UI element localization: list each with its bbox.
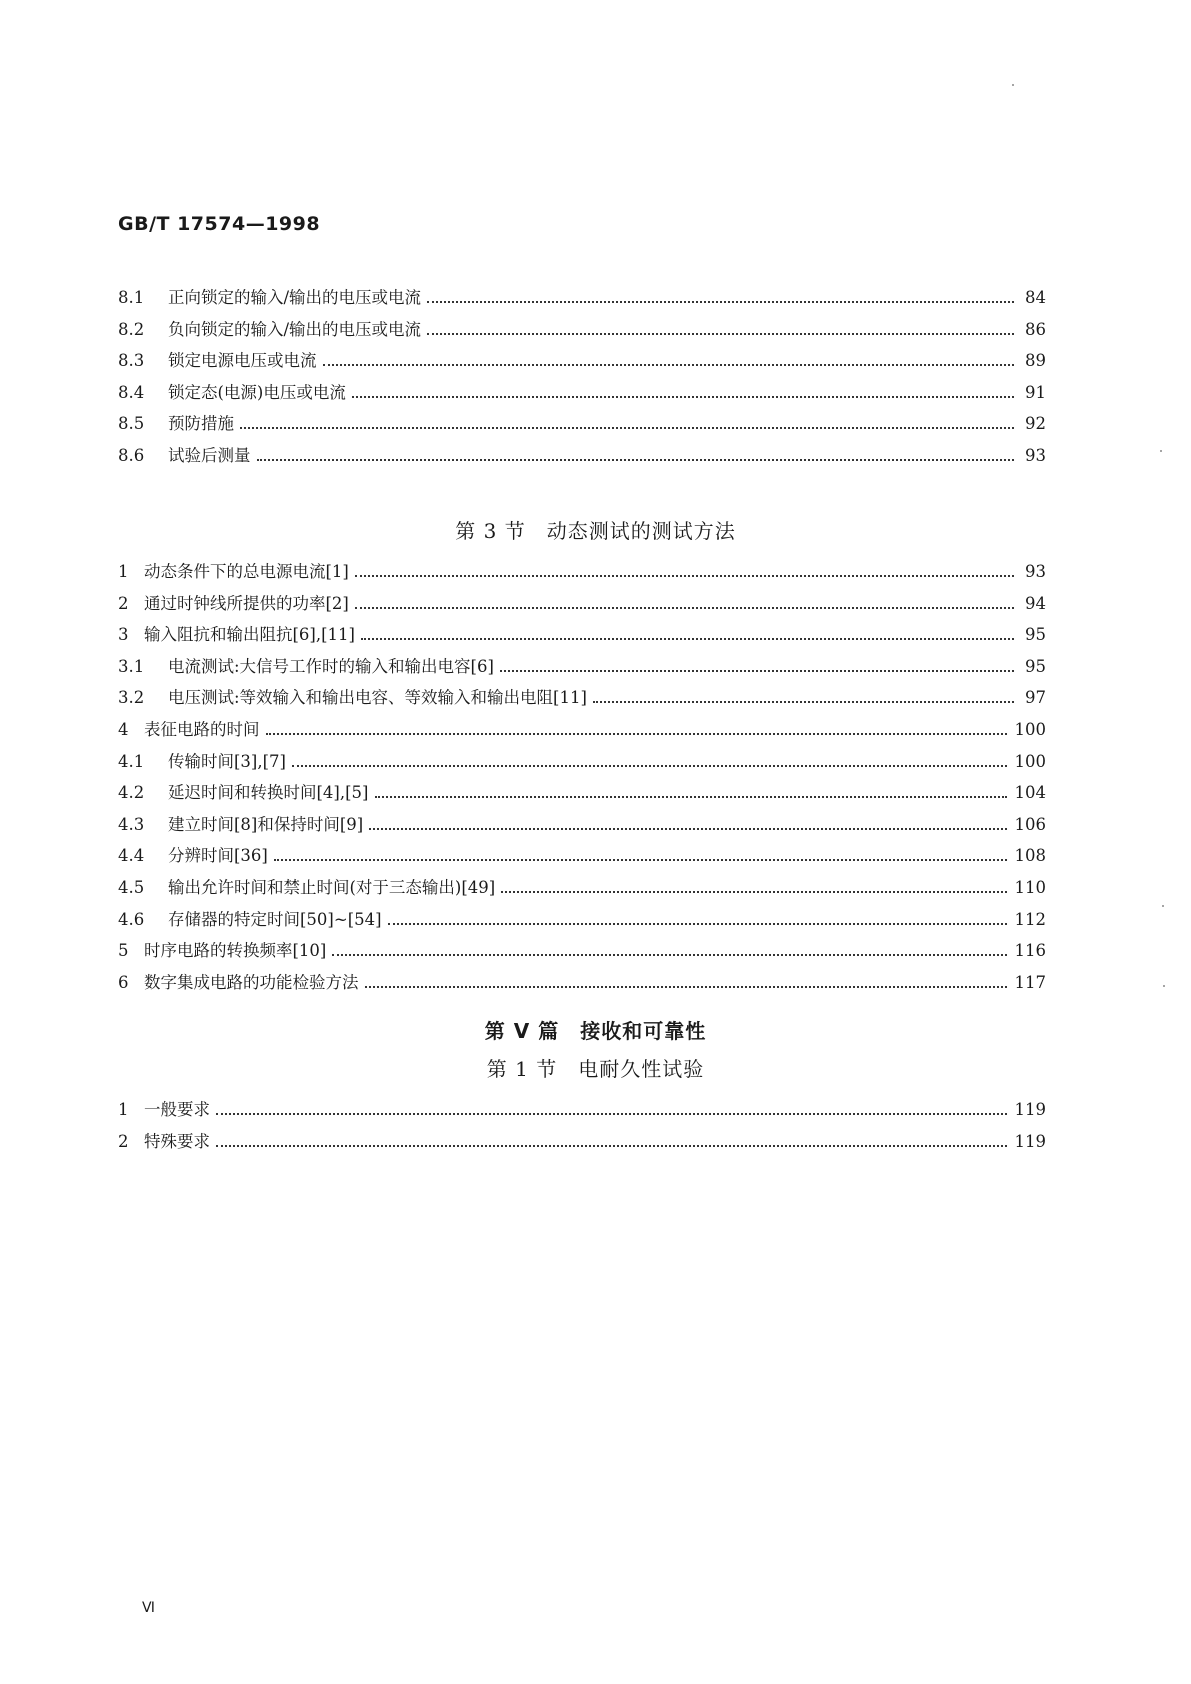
dot-leader xyxy=(332,954,1006,956)
toc-entry-number: 4.2 xyxy=(118,783,145,803)
toc-entry-title: 预防措施 xyxy=(168,414,234,434)
toc-entry-number: 8.6 xyxy=(118,445,145,465)
toc-entry-number: 6 xyxy=(118,972,129,992)
toc-entry-number: 1 xyxy=(118,1100,129,1119)
toc-entry-title: 表征电路的时间 xyxy=(144,719,260,739)
dot-leader xyxy=(266,733,1007,735)
toc-entry-number: 1 xyxy=(118,562,129,581)
toc-entry[interactable] xyxy=(118,410,1046,442)
doc-code: GB/T 17574—1998 xyxy=(118,213,321,235)
toc-entry-page: 100 xyxy=(1014,719,1046,739)
toc-entry[interactable] xyxy=(118,748,1046,780)
dot-leader xyxy=(240,427,1014,429)
toc-entry[interactable] xyxy=(118,653,1046,685)
toc-entry-page: 112 xyxy=(1014,909,1046,929)
toc-entry-page: 119 xyxy=(1014,1131,1046,1151)
toc-entry-page: 97 xyxy=(1025,688,1046,708)
dot-leader xyxy=(388,923,1007,925)
toc-entry-number: 2 xyxy=(118,593,129,613)
toc-entry-number: 8.3 xyxy=(118,351,145,371)
toc-entry-title: 传输时间[3],[7] xyxy=(168,751,286,771)
scan-speck xyxy=(1162,905,1164,907)
toc-block-section-1 xyxy=(118,1096,1046,1159)
page-folio: Ⅵ xyxy=(142,1600,155,1616)
toc-entry-title: 存储器的特定时间[50]~[54] xyxy=(168,909,382,929)
toc-entry-page: 104 xyxy=(1014,783,1046,803)
toc-entry-number: 4.4 xyxy=(118,846,145,866)
dot-leader xyxy=(427,301,1014,303)
toc-entry[interactable] xyxy=(118,590,1046,622)
toc-entry[interactable] xyxy=(118,779,1046,811)
scan-speck xyxy=(1160,450,1162,452)
dot-leader xyxy=(355,607,1014,609)
toc-entry-page: 93 xyxy=(1025,562,1046,581)
toc-entry-title: 时序电路的转换频率[10] xyxy=(144,941,327,961)
dot-leader xyxy=(501,891,1006,893)
toc-entry[interactable] xyxy=(118,284,1046,316)
toc-entry[interactable] xyxy=(118,558,1046,590)
dot-leader xyxy=(365,986,1007,988)
toc-entry-title: 锁定态(电源)电压或电流 xyxy=(168,382,346,402)
toc-entry-page: 86 xyxy=(1025,319,1046,339)
toc-entry-page: 84 xyxy=(1025,288,1046,307)
toc-entry-title: 正向锁定的输入/输出的电压或电流 xyxy=(168,288,422,307)
toc-entry-number: 4.1 xyxy=(118,751,145,771)
toc-entry[interactable] xyxy=(118,969,1046,1001)
toc-entry[interactable] xyxy=(118,1096,1046,1128)
dot-leader xyxy=(500,670,1014,672)
toc-entry-number: 8.2 xyxy=(118,319,145,339)
toc-entry-number: 3.2 xyxy=(118,688,145,708)
toc-entry-title: 负向锁定的输入/输出的电压或电流 xyxy=(168,319,422,339)
dot-leader xyxy=(216,1145,1007,1147)
toc-entry[interactable] xyxy=(118,937,1046,969)
dot-leader xyxy=(323,364,1015,366)
toc-entry-page: 95 xyxy=(1025,625,1046,645)
dot-leader xyxy=(216,1113,1007,1115)
section-heading: 第 3 节 动态测试的测试方法 xyxy=(455,519,736,543)
toc-block-section-3 xyxy=(118,558,1046,1000)
toc-entry-page: 116 xyxy=(1014,941,1046,961)
scan-speck xyxy=(1163,985,1165,987)
toc-entry-number: 8.4 xyxy=(118,382,145,402)
toc-entry[interactable] xyxy=(118,842,1046,874)
toc-entry-title: 建立时间[8]和保持时间[9] xyxy=(168,814,364,834)
toc-entry[interactable] xyxy=(118,716,1046,748)
dot-leader xyxy=(369,828,1006,830)
toc-entry[interactable] xyxy=(118,347,1046,379)
toc-entry-number: 3.1 xyxy=(118,656,145,676)
toc-entry[interactable] xyxy=(118,1128,1046,1160)
toc-entry[interactable] xyxy=(118,379,1046,411)
toc-entry[interactable] xyxy=(118,874,1046,906)
toc-entry-page: 119 xyxy=(1014,1100,1046,1119)
toc-entry-title: 特殊要求 xyxy=(144,1131,210,1151)
toc-entry-title: 通过时钟线所提供的功率[2] xyxy=(144,593,349,613)
toc-entry-title: 一般要求 xyxy=(144,1100,210,1119)
dot-leader xyxy=(352,396,1014,398)
toc-entry-title: 输出允许时间和禁止时间(对于三态输出)[49] xyxy=(168,877,496,897)
dot-leader xyxy=(257,459,1015,461)
toc-entry-title: 电压测试:等效输入和输出电容、等效输入和输出电阻[11] xyxy=(168,688,587,708)
toc-entry-page: 91 xyxy=(1025,382,1046,402)
toc-entry-title: 电流测试:大信号工作时的输入和输出电容[6] xyxy=(168,656,494,676)
toc-entry-page: 92 xyxy=(1025,414,1046,434)
dot-leader xyxy=(375,796,1007,798)
toc-entry[interactable] xyxy=(118,442,1046,474)
toc-entry[interactable] xyxy=(118,906,1046,938)
dot-leader xyxy=(274,859,1007,861)
toc-entry[interactable] xyxy=(118,684,1046,716)
toc-entry-number: 8.1 xyxy=(118,288,145,307)
toc-block-section-8 xyxy=(118,284,1046,474)
toc-entry-title: 延迟时间和转换时间[4],[5] xyxy=(168,783,369,803)
toc-entry-page: 110 xyxy=(1014,877,1046,897)
toc-entry-page: 94 xyxy=(1025,593,1046,613)
scan-speck xyxy=(1012,84,1014,86)
part-heading: 第 V 篇 接收和可靠性 xyxy=(484,1019,707,1043)
toc-entry-number: 4.6 xyxy=(118,909,145,929)
toc-entry-page: 93 xyxy=(1025,445,1046,465)
section-heading: 第 1 节 电耐久性试验 xyxy=(486,1057,705,1081)
toc-entry-title: 试验后测量 xyxy=(168,445,251,465)
toc-entry[interactable] xyxy=(118,811,1046,843)
toc-entry-number: 3 xyxy=(118,625,129,645)
toc-entry-page: 89 xyxy=(1025,351,1046,371)
dot-leader xyxy=(292,765,1007,767)
toc-entry-number: 4.3 xyxy=(118,814,145,834)
toc-entry-title: 锁定电源电压或电流 xyxy=(168,351,317,371)
toc-entry-number: 5 xyxy=(118,941,129,961)
toc-entry-title: 输入阻抗和输出阻抗[6],[11] xyxy=(144,625,355,645)
toc-entry-page: 106 xyxy=(1014,814,1046,834)
toc-entry[interactable] xyxy=(118,621,1046,653)
dot-leader xyxy=(427,333,1014,335)
toc-entry[interactable] xyxy=(118,316,1046,348)
dot-leader xyxy=(361,638,1014,640)
dot-leader xyxy=(355,575,1014,577)
toc-entry-page: 95 xyxy=(1025,656,1046,676)
toc-entry-page: 117 xyxy=(1014,972,1046,992)
toc-entry-title: 动态条件下的总电源电流[1] xyxy=(144,562,349,581)
toc-entry-page: 108 xyxy=(1014,846,1046,866)
dot-leader xyxy=(593,701,1014,703)
toc-entry-title: 分辨时间[36] xyxy=(168,846,268,866)
toc-entry-number: 4 xyxy=(118,719,129,739)
toc-entry-number: 8.5 xyxy=(118,414,145,434)
toc-entry-number: 2 xyxy=(118,1131,129,1151)
toc-entry-title: 数字集成电路的功能检验方法 xyxy=(144,972,359,992)
toc-entry-number: 4.5 xyxy=(118,877,145,897)
toc-entry-page: 100 xyxy=(1014,751,1046,771)
